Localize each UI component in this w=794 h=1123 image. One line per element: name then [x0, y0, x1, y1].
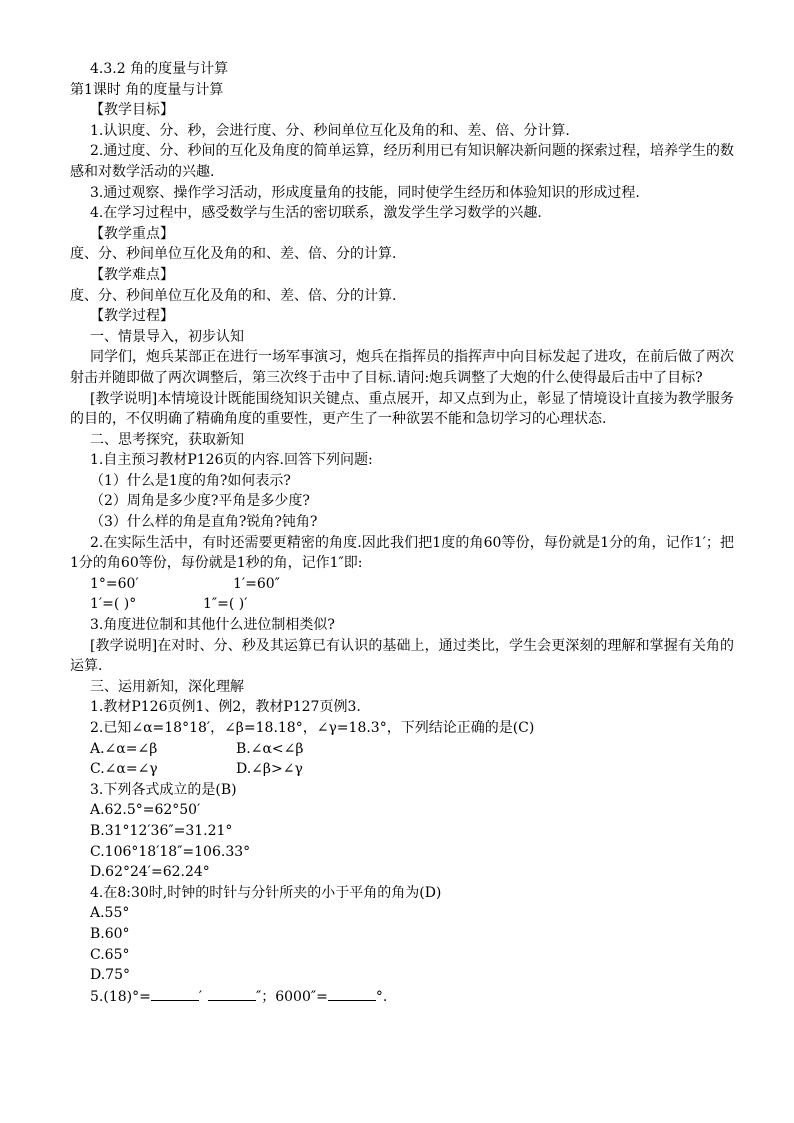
exercise-2-options-cd — [70, 759, 734, 780]
key-points-text: 度、分、秒间单位互化及角的和、差、倍、分的计算. — [70, 246, 397, 263]
objective-3: 3.通过观察、操作学习活动，形成度量角的技能，同时使学生经历和体验知识的形成过程. — [90, 184, 640, 201]
question-1-sub-1: （1）什么是1度的角?如何表示? — [90, 472, 291, 489]
difficulties-text: 度、分、秒间单位互化及角的和、差、倍、分的计算. — [70, 287, 397, 304]
minute-to-second: 1′=60″ — [233, 575, 280, 592]
document-body — [70, 59, 734, 1007]
objective-4: 4.在学习过程中，感受数学与生活的密切联系，激发学生学习数学的兴趣. — [90, 205, 542, 222]
minute-to-degree: 1′=( )° — [90, 596, 137, 613]
part-three-heading: 三、运用新知，深化理解 — [90, 678, 244, 695]
exercise-2: 2.已知∠α=18°18′，∠β=18.18°，∠γ=18.3°，下列结论正确的是(C) — [90, 720, 535, 736]
answer-blank-3[interactable] — [328, 986, 376, 1001]
answer-blank-2[interactable] — [208, 986, 256, 1001]
exercise-4-option-b: B.60° — [90, 925, 130, 942]
exercise-2-options-ab — [70, 739, 734, 760]
part-two-heading: 二、思考探究，获取新知 — [90, 431, 244, 448]
scenario-paragraph: 同学们，炮兵某部正在进行一场军事演习，炮兵在指挥员的指挥声中向目标发起了进攻，在前后做了两次射击并随即做了两次调整后，第三次终于击中了目标.请问:炮兵调整了大炮的什么使得最后击中了目标? — [70, 349, 734, 386]
heading-objectives: 【教学目标】 — [90, 102, 174, 119]
question-3: 3.角度进位制和其他什么进位制相类似? — [90, 617, 335, 634]
exercise-3: 3.下列各式成立的是(B) — [90, 781, 237, 798]
unit-conversion-row-1 — [70, 574, 734, 595]
exercise-3-option-c: C.106°18′18″=106.33° — [90, 843, 251, 860]
exercise-4: 4.在8:30时,时钟的时针与分针所夹的小于平角的角为(D) — [90, 884, 442, 901]
exercise-5-part-4: °. — [375, 988, 388, 1005]
objective-2: 2.通过度、分、秒间的互化及角度的简单运算，经历利用已有知识解决新问题的探索过程，培养学生的数感和对数学活动的兴趣. — [70, 143, 734, 180]
question-1: 1.自主预习教材P126页的内容.回答下列问题: — [90, 452, 373, 469]
exercise-5 — [70, 986, 734, 1008]
heading-key-points: 【教学重点】 — [90, 225, 174, 242]
degree-to-minute: 1°=60′ — [90, 575, 139, 592]
option-c: C.∠α=∠γ — [90, 761, 158, 778]
question-1-sub-3: （3）什么样的角是直角?锐角?钝角? — [90, 514, 318, 531]
option-d: D.∠β>∠γ — [236, 761, 303, 778]
option-b: B.∠α<∠β — [236, 740, 304, 757]
exercise-3-option-d: D.62°24′=62.24° — [90, 864, 210, 881]
exercise-3-option-b: B.31°12′36″=31.21° — [90, 822, 233, 839]
lesson-title: 第1课时 角的度量与计算 — [70, 81, 224, 98]
teaching-note-1: [教学说明]本情境设计既能围绕知识关键点、重点展开，却又点到为止，彰显了情境设计直接为教学服务的目的，不仅明确了精确角度的重要性，更产生了一种欲罢不能和急切学习的心理状态. — [70, 390, 734, 428]
section-number-title: 4.3.2 角的度量与计算 — [90, 61, 229, 77]
answer-blank-1[interactable] — [151, 986, 199, 1001]
heading-process: 【教学过程】 — [90, 308, 174, 325]
exercise-5-part-1: 5.(18)°= — [90, 988, 151, 1005]
unit-conversion-row-2 — [70, 594, 734, 615]
objective-1: 1.认识度、分、秒，会进行度、分、秒间单位互化及角的和、差、倍、分计算. — [90, 122, 570, 139]
second-to-minute: 1″=( )′ — [203, 596, 248, 613]
question-2: 2.在实际生活中，有时还需要更精密的角度.因此我们把1度的角60等份，每份就是1分的角，记作1′；把1分的角60等份，每份就是1秒的角，记作1″即: — [70, 534, 734, 572]
exercise-1: 1.教材P126页例1、例2，教材P127页例3. — [90, 699, 361, 716]
exercise-5-part-3: ″；6000″= — [256, 988, 328, 1005]
exercise-4-option-d: D.75° — [90, 967, 130, 984]
exercise-3-option-a: A.62.5°=62°50′ — [90, 802, 201, 819]
teaching-note-2: [教学说明]在对时、分、秒及其运算已有认识的基础上，通过类比，学生会更深刻的理解和掌握有关角的运算. — [70, 637, 734, 675]
option-a: A.∠α=∠β — [90, 740, 158, 757]
part-one-heading: 一、情景导入，初步认知 — [90, 328, 244, 345]
exercise-4-option-c: C.65° — [90, 946, 130, 963]
question-1-sub-2: （2）周角是多少度?平角是多少度? — [90, 493, 310, 510]
heading-difficulties: 【教学难点】 — [90, 266, 174, 283]
exercise-4-option-a: A.55° — [90, 905, 130, 922]
exercise-5-part-2: ′ — [198, 988, 203, 1005]
